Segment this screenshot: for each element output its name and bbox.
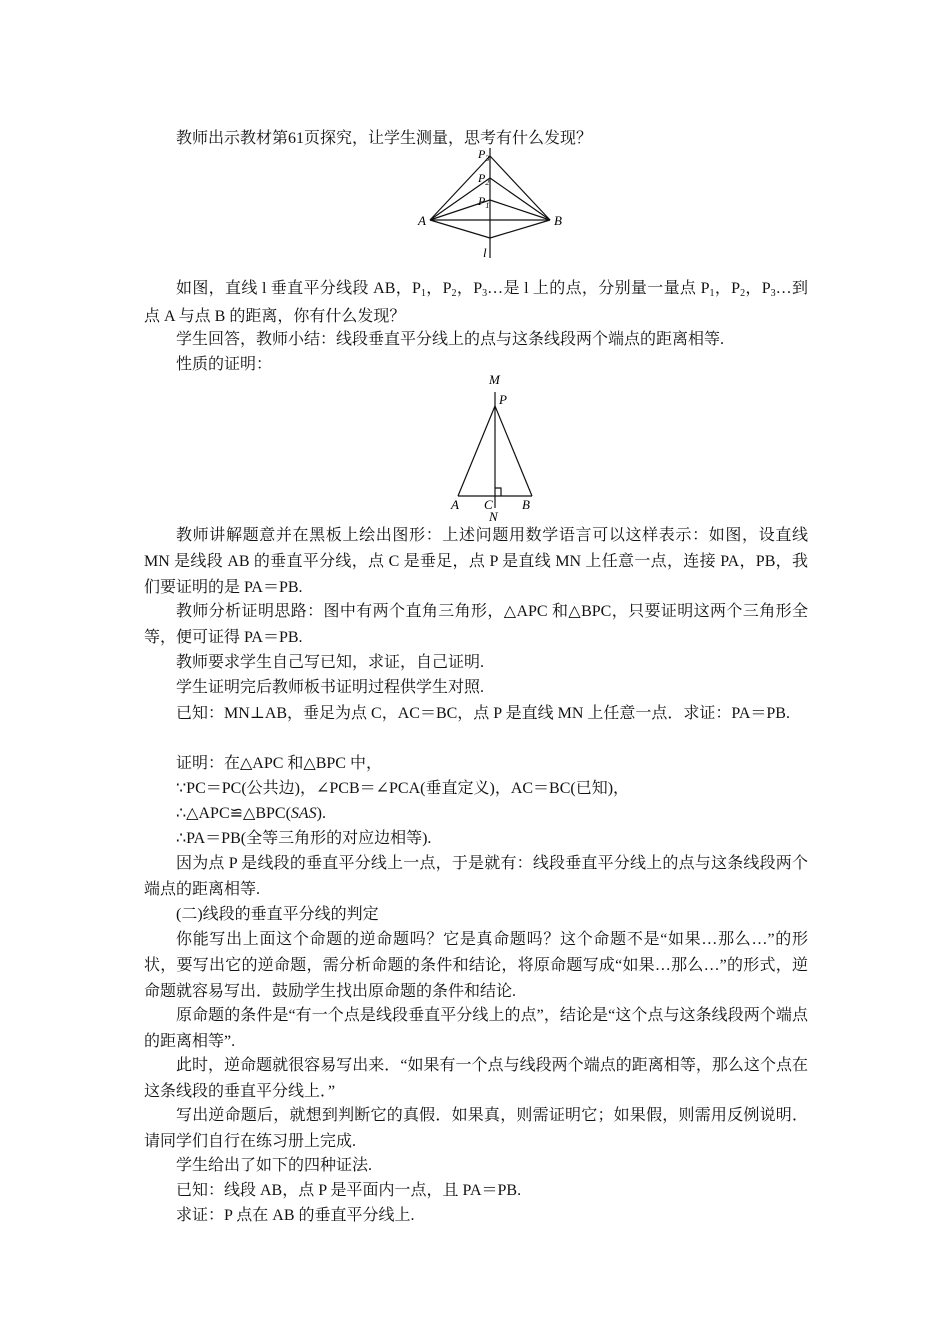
paragraph-board: 学生证明完后教师板书证明过程供学生对照. <box>176 679 485 696</box>
paragraph-measure: 如图，直线 l 垂直平分线段 AB，$P_1$，$P_2$，$P_3\dots$是 l 上的点，分别量一量点 $P_1$，$P_2$，$P_3\dots$到点 A 与点 B 的距离，你有什么发现？ <box>144 280 808 325</box>
label-p3: $P_3$ <box>478 147 490 163</box>
label-a: A <box>451 497 459 512</box>
paragraph-given-2: 已知：线段 AB，点 P 是平面内一点，且 PA＝PB. <box>176 1182 522 1199</box>
paragraph-proof-heading: 性质的证明： <box>176 356 273 373</box>
paragraph-conclusion: 因为点 P 是线段的垂直平分线上一点，于是就有：线段垂直平分线上的点与这条线段两个端点的距离相等. <box>144 855 808 898</box>
paragraph-summary: 学生回答，教师小结：线段垂直平分线上的点与这条线段两个端点的距离相等. <box>176 331 725 348</box>
paragraph-intro: 教师出示教材第61页探究，让学生测量，思考有什么发现？ <box>176 130 593 147</box>
paragraph-proof-start: 证明：在△APC 和△BPC 中， <box>176 755 382 772</box>
segment-a-lower <box>430 220 490 238</box>
figure-isosceles-triangle <box>440 370 540 524</box>
paragraph-because: ∵PC＝PC(公共边)，∠PCB＝∠PCA(垂直定义)，AC＝BC(已知)， <box>176 780 630 797</box>
paragraph-converse-question: 你能写出上面这个命题的逆命题吗？它是真命题吗？这个命题不是“如果…那么…”的形状，要写出它的逆命题，需分析命题的条件和结论，将原命题写成“如果…那么…”的形式，逆命题就容易写出．鼓励学生找出原命题的条件和结论. <box>144 931 808 1000</box>
label-p1: $P_1$ <box>478 194 490 210</box>
paragraph-prove-2: 求证：P 点在 AB 的垂直平分线上. <box>176 1207 415 1224</box>
paragraph-explanation: 教师讲解题意并在黑板上绘出图形：上述问题用数学语言可以这样表示：如图，设直线 MN 是线段 AB 的垂直平分线，点 C 是垂足，点 P 是直线 MN 上任意一点，连接 PA，PB，我们要证明的是 PA＝PB. <box>144 527 808 596</box>
label-b: B <box>522 497 530 512</box>
figure-perpendicular-bisector-points <box>410 146 580 262</box>
label-m: M <box>489 372 500 387</box>
segment-pa <box>458 406 495 496</box>
right-angle-mark <box>495 488 501 496</box>
label-b: B <box>554 213 562 228</box>
segment-bp2 <box>490 178 550 220</box>
paragraph-judge: 写出逆命题后，就想到判断它的真假．如果真，则需证明它；如果假，则需用反例说明．请同学们自行在练习册上完成. <box>144 1107 808 1150</box>
paragraph-analysis: 教师分析证明思路：图中有两个直角三角形，△APC 和△BPC，只要证明这两个三角形全等，便可证得 PA＝PB. <box>144 603 808 646</box>
paragraph-four-proofs: 学生给出了如下的四种证法. <box>176 1157 373 1174</box>
paragraph-task: 教师要求学生自己写已知，求证，自己证明. <box>176 654 485 671</box>
paragraph-given: 已知：MN⊥AB，垂足为点 C，AC＝BC，点 P 是直线 MN 上任意一点．求证：PA＝PB. <box>176 705 790 722</box>
section-heading-determination: (二)线段的垂直平分线的判定 <box>176 906 379 923</box>
label-l: l <box>483 245 487 260</box>
paragraph-therefore-congruent: ∴△APC≌△BPC(SAS). <box>176 805 326 822</box>
paragraph-therefore-equal: ∴PA＝PB(全等三角形的对应边相等). <box>176 830 432 847</box>
paragraph-converse: 此时，逆命题就很容易写出来．“如果有一个点与线段两个端点的距离相等，那么这个点在这条线段的垂直平分线上．” <box>144 1057 808 1100</box>
label-n: N <box>489 509 498 524</box>
segment-pb <box>495 406 532 496</box>
paragraph-condition: 原命题的条件是“有一个点是线段垂直平分线上的点”，结论是“这个点与这条线段两个端点的距离相等”. <box>144 1007 808 1050</box>
label-a: A <box>418 213 426 228</box>
label-p2: $P_2$ <box>478 171 490 187</box>
label-c: C <box>484 497 493 512</box>
segment-b-lower <box>490 220 550 238</box>
label-p: P <box>499 392 507 407</box>
